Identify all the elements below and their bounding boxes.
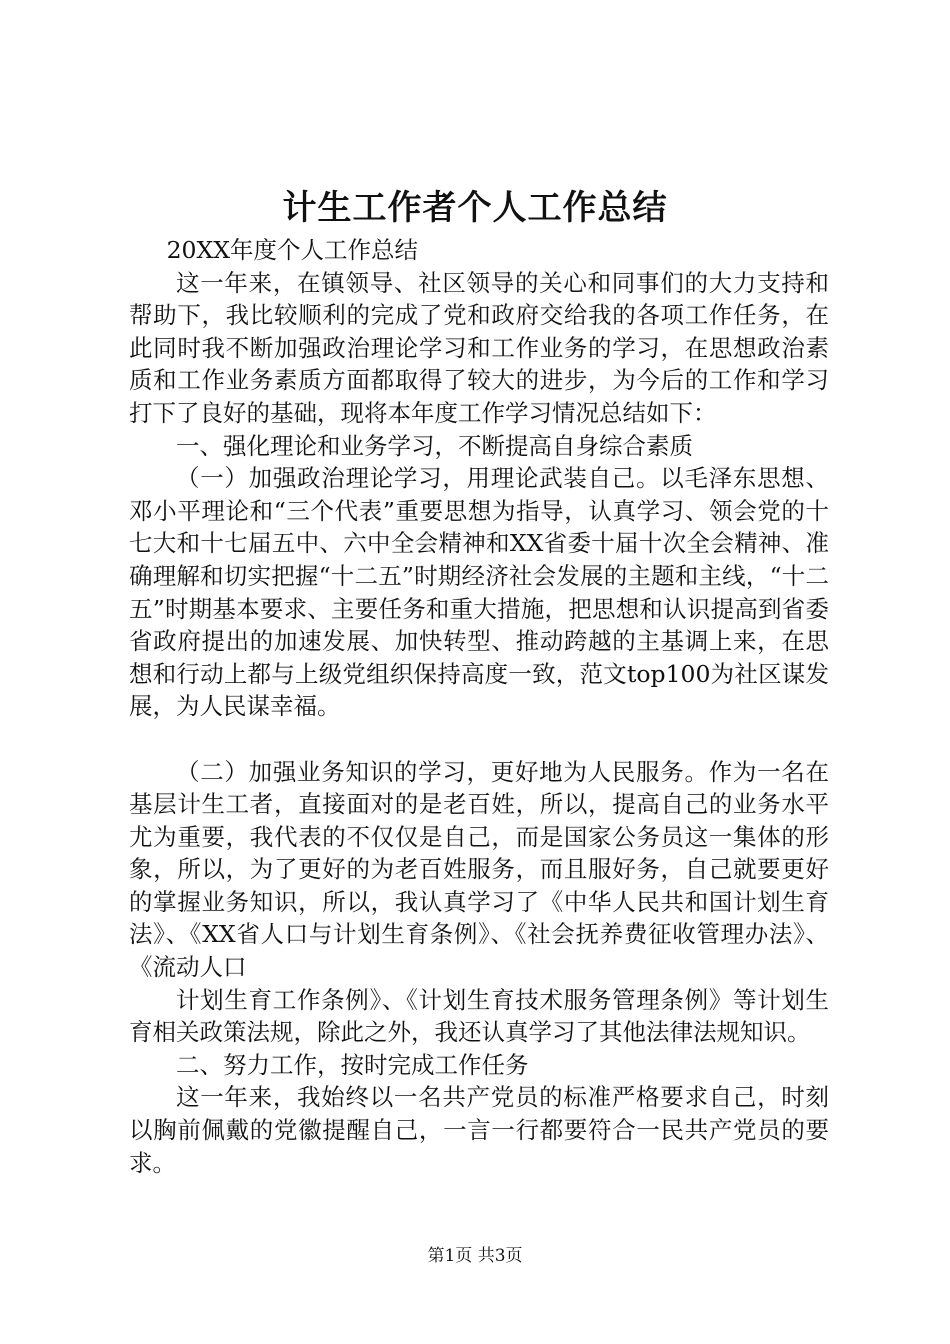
paragraph-party-member: 这一年来，我始终以一名共产党员的标准严格要求自己，时刻以胸前佩戴的党徽提醒自己，一言一行都要符合一民共产党员的要求。 [129, 1083, 829, 1177]
document-title: 计生工作者个人工作总结 [282, 188, 668, 228]
paragraph-regulations: 计划生育工作条例》、《计划生育技术服务管理条例》等计划生育相关政策法规，除此之外，我还认真学习了其他法律法规知识。 [129, 985, 829, 1047]
section-heading-2: 二、努力工作，按时完成工作任务 [176, 1050, 529, 1079]
paragraph-political-study: （一）加强政治理论学习，用理论武装自己。以毛泽东思想、邓小平理论和“三个代表”重要思想为指导，认真学习、领会党的十七大和十七届五中、六中全会精神和XX省委十届十次全会精神、准确理解和切实把握“十二五”时期经济社会发展的主题和主线，“十二五”时期基本要求、主要任务和重大措施，把思想和认识提高到省委省政府提出的加速发展、加快转型、推动跨越的主基调上来，在思想和行动上都与上级党组织保持高度一致，范文top100为社区谋发展，为人民谋幸福。 [129, 464, 829, 721]
paragraph-subtitle: 20XX年度个人工作总结 [166, 236, 418, 264]
paragraph-intro: 这一年来，在镇领导、社区领导的关心和同事们的大力支持和帮助下，我比较顺利的完成了党和政府交给我的各项工作任务，在此同时我不断加强政治理论学习和工作业务的学习，在思想政治素质和工作业务素质方面都取得了较大的进步，为今后的工作和学习打下了良好的基础，现将本年度工作学习情况总结如下： [129, 268, 829, 427]
document-body [129, 234, 829, 1179]
page-number: 第1页 共3页 [427, 1246, 523, 1266]
section-heading-1: 一、强化理论和业务学习，不断提高自身综合素质 [176, 431, 693, 460]
paragraph-business-study: （二）加强业务知识的学习，更好地为人民服务。作为一名在基层计生工者，直接面对的是老百姓，所以，提高自己的业务水平尤为重要，我代表的不仅仅是自己，而是国家公务员这一集体的形象，所以，为了更好的为老百姓服务，而且服好务，自己就要更好的掌握业务知识，所以，我认真学习了《中华人民共和国计划生育法》、《XX省人口与计划生育条例》、《社会抚养费征收管理办法》、《流动人口 [129, 757, 829, 982]
